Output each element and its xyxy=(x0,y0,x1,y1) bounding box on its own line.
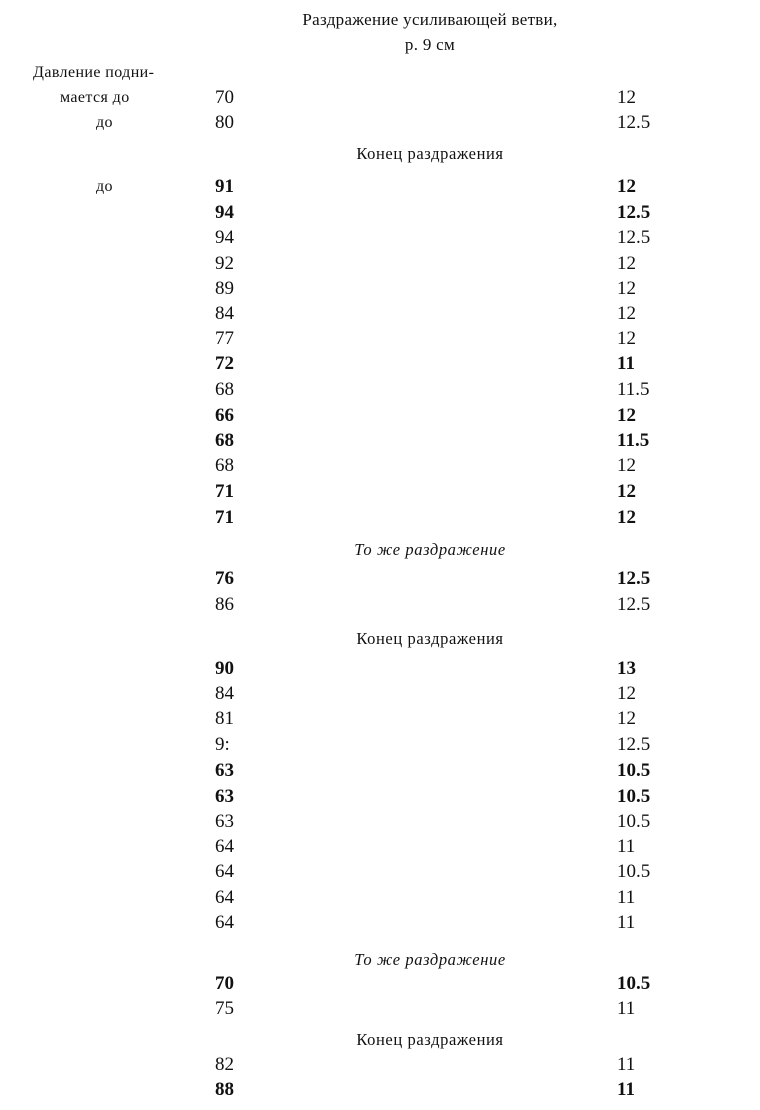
pressure-cell: 70 xyxy=(215,87,234,108)
table-row xyxy=(0,592,760,617)
table-heading-line-1: Раздражение усиливающей ветви, xyxy=(302,10,558,29)
pressure-cell: 82 xyxy=(215,1054,234,1075)
value-cell: 11 xyxy=(617,887,636,908)
table-row xyxy=(0,758,760,783)
table-row xyxy=(0,276,760,301)
pressure-cell: 64 xyxy=(215,836,234,857)
table-row xyxy=(0,351,760,376)
pressure-cell: 80 xyxy=(215,112,234,133)
table-row xyxy=(0,910,760,935)
table-row xyxy=(0,834,760,859)
table-row xyxy=(0,428,760,453)
pressure-cell: 63 xyxy=(215,760,234,781)
value-cell: 12 xyxy=(617,303,636,324)
pressure-cell: 63 xyxy=(215,811,234,832)
table-row xyxy=(0,1077,760,1102)
pressure-cell: 90 xyxy=(215,658,234,679)
to-label-1: до xyxy=(96,114,113,131)
value-cell: 12 xyxy=(617,176,636,197)
value-cell: 12 xyxy=(617,708,636,729)
value-cell: 12 xyxy=(617,87,636,108)
pressure-cell: 84 xyxy=(215,303,234,324)
value-cell: 11.5 xyxy=(617,379,650,400)
section-end-stimulation-3: Конец раздражения xyxy=(356,1030,504,1049)
value-cell: 10.5 xyxy=(617,786,651,807)
value-cell: 12 xyxy=(617,405,636,426)
pressure-cell: 94 xyxy=(215,227,234,248)
value-cell: 12 xyxy=(617,481,636,502)
pressure-cell: 94 xyxy=(215,202,234,223)
value-cell: 12 xyxy=(617,253,636,274)
table-row xyxy=(0,110,760,135)
table-row xyxy=(0,85,760,110)
value-cell: 10.5 xyxy=(617,861,651,882)
value-cell: 11 xyxy=(617,1079,635,1100)
pressure-cell: 81 xyxy=(215,708,234,729)
table-row xyxy=(0,225,760,250)
pressure-cell: 77 xyxy=(215,328,234,349)
table-row xyxy=(0,200,760,225)
table-row xyxy=(0,971,760,996)
pressure-cell: 64 xyxy=(215,861,234,882)
value-cell: 11 xyxy=(617,912,636,933)
pressure-cell: 70 xyxy=(215,973,234,994)
section-end-stimulation-2: Конец раздражения xyxy=(356,629,504,648)
table-row xyxy=(0,732,760,757)
pressure-cell: 88 xyxy=(215,1079,234,1100)
value-cell: 11 xyxy=(617,1054,636,1075)
table-row xyxy=(0,505,760,530)
table-row xyxy=(0,251,760,276)
pressure-cell: 84 xyxy=(215,683,234,704)
section-same-stimulation-1: То же раздражение xyxy=(354,540,506,559)
table-row xyxy=(0,1052,760,1077)
value-cell: 12.5 xyxy=(617,734,651,755)
section-end-stimulation-1: Конец раздражения xyxy=(356,144,504,163)
pressure-cell: 68 xyxy=(215,379,234,400)
value-cell: 10.5 xyxy=(617,811,651,832)
pressure-cell: 72 xyxy=(215,353,234,374)
pressure-cell: 64 xyxy=(215,887,234,908)
table-row xyxy=(0,656,760,681)
value-cell: 11.5 xyxy=(617,430,650,451)
table-row xyxy=(0,706,760,731)
table-row xyxy=(0,301,760,326)
value-cell: 11 xyxy=(617,353,635,374)
pressure-cell: 9: xyxy=(215,734,230,755)
table-row xyxy=(0,681,760,706)
pressure-cell: 89 xyxy=(215,278,234,299)
pressure-cell: 75 xyxy=(215,998,234,1019)
to-label-2: до xyxy=(96,178,113,195)
pressure-cell: 68 xyxy=(215,455,234,476)
value-cell: 10.5 xyxy=(617,760,651,781)
table-heading-line-2: р. 9 см xyxy=(404,35,456,54)
pressure-cell: 66 xyxy=(215,405,234,426)
table-row xyxy=(0,479,760,504)
pressure-cell: 71 xyxy=(215,481,234,502)
value-cell: 13 xyxy=(617,658,636,679)
pressure-cell: 68 xyxy=(215,430,234,451)
value-cell: 12 xyxy=(617,328,636,349)
table-row xyxy=(0,859,760,884)
section-same-stimulation-2: То же раздражение xyxy=(354,950,506,969)
pressure-cell: 91 xyxy=(215,176,234,197)
pressure-cell: 76 xyxy=(215,568,234,589)
pressure-cell: 71 xyxy=(215,507,234,528)
value-cell: 11 xyxy=(617,998,636,1019)
value-cell: 12 xyxy=(617,683,636,704)
pressure-label-line-2: мается до xyxy=(60,89,130,106)
table-row xyxy=(0,784,760,809)
pressure-cell: 64 xyxy=(215,912,234,933)
table-row xyxy=(0,809,760,834)
pressure-cell: 63 xyxy=(215,786,234,807)
value-cell: 12.5 xyxy=(617,568,651,589)
value-cell: 12 xyxy=(617,278,636,299)
table-row xyxy=(0,566,760,591)
value-cell: 11 xyxy=(617,836,636,857)
table-row xyxy=(0,403,760,428)
value-cell: 12.5 xyxy=(617,112,651,133)
value-cell: 12.5 xyxy=(617,594,651,615)
table-row xyxy=(0,326,760,351)
table-row xyxy=(0,377,760,402)
table-row xyxy=(0,453,760,478)
table-row xyxy=(0,996,760,1021)
value-cell: 12 xyxy=(617,507,636,528)
value-cell: 12 xyxy=(617,455,636,476)
pressure-cell: 86 xyxy=(215,594,234,615)
pressure-label-line-1: Давление подни- xyxy=(33,64,155,81)
value-cell: 12.5 xyxy=(617,202,651,223)
value-cell: 12.5 xyxy=(617,227,651,248)
table-row xyxy=(0,885,760,910)
table-row xyxy=(0,174,760,199)
pressure-cell: 92 xyxy=(215,253,234,274)
value-cell: 10.5 xyxy=(617,973,651,994)
